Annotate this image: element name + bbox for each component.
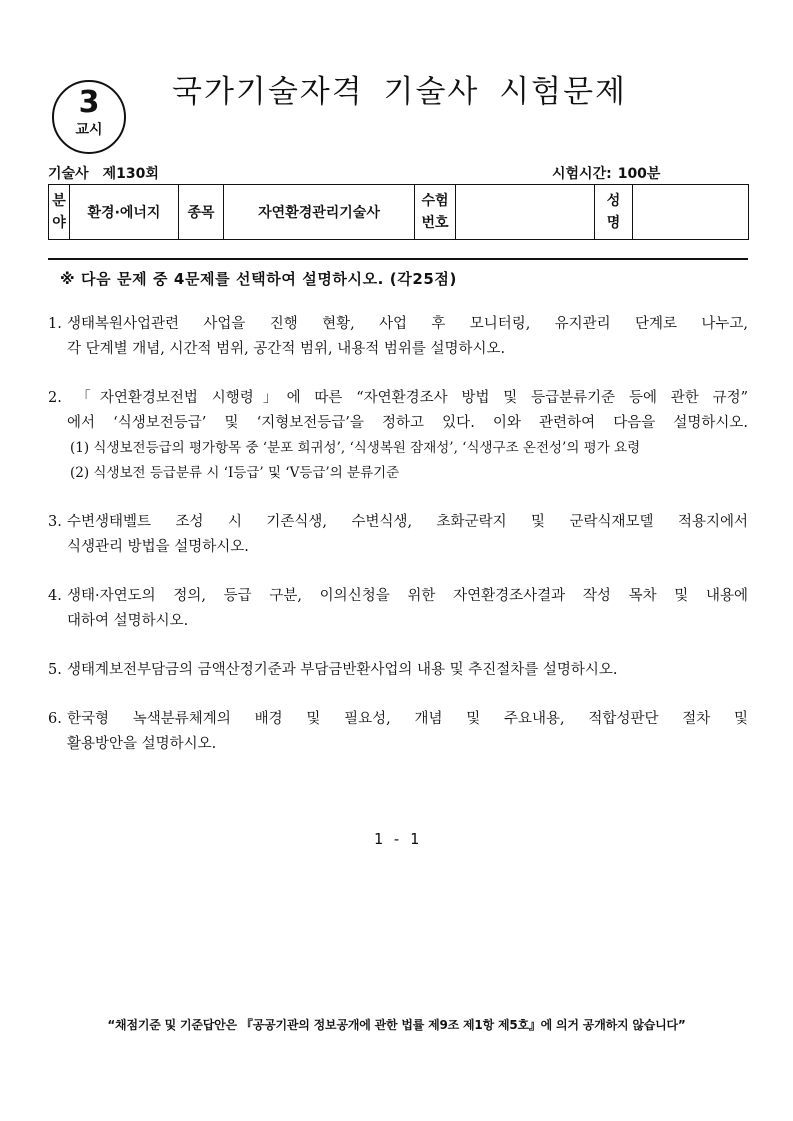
question-number: 5. bbox=[48, 662, 62, 678]
exam-grade-round bbox=[48, 163, 159, 183]
question-text: 생태·자연도의 정의, 등급 구분, 이의신청을 위한 자연환경조사결과 작성 목차 및 내용에 bbox=[67, 588, 748, 604]
exam-number-label: 수험 번호 bbox=[415, 185, 456, 240]
exam-number-field[interactable] bbox=[456, 185, 595, 240]
sub-question-1: (1) 식생보전등급의 평가항목 중 ‘분포 희귀성’, ‘식생복원 잠재성’, ‘식생구조 온전성’의 평가 요령 bbox=[70, 440, 641, 456]
question-number: 2. bbox=[48, 390, 62, 406]
question-text: 한국형 녹색분류체계의 배경 및 필요성, 개념 및 주요내용, 적합성판단 절차 및 bbox=[67, 711, 748, 727]
period-label: 교시 bbox=[75, 122, 103, 138]
category-value: 자연환경관리기술사 bbox=[224, 185, 415, 240]
exam-title: 국가기술자격 기술사 시험문제 bbox=[172, 74, 628, 110]
exam-time bbox=[552, 163, 660, 183]
question-3 bbox=[48, 510, 748, 560]
period-badge bbox=[52, 80, 126, 154]
question-list bbox=[48, 312, 748, 781]
question-1 bbox=[48, 312, 748, 362]
exam-round: 제130회 bbox=[102, 166, 159, 182]
name-label: 성 명 bbox=[595, 185, 633, 240]
question-text: 대하여 설명하시오. bbox=[67, 613, 189, 629]
question-number: 1. bbox=[48, 316, 62, 332]
exam-grade: 기술사 bbox=[48, 166, 89, 182]
question-4 bbox=[48, 584, 748, 634]
footer-note: “채점기준 및 기준답안은 『공공기관의 정보공개에 관한 법률 제9조 제1항 제5호』에 의거 공개하지 않습니다” bbox=[107, 1018, 686, 1032]
question-text: 식생관리 방법을 설명하시오. bbox=[67, 539, 249, 555]
question-text: 생태복원사업관련 사업을 진행 현황, 사업 후 모니터링, 유지관리 단계로 나누고, bbox=[67, 316, 748, 332]
exam-info-table bbox=[48, 184, 749, 240]
question-text: 각 단계별 개념, 시간적 범위, 공간적 범위, 내용적 범위를 설명하시오. bbox=[67, 341, 506, 357]
page-number: 1 - 1 bbox=[373, 830, 420, 848]
exam-time-label: 시험시간: bbox=[552, 166, 612, 182]
question-text: 수변생태벨트 조성 시 기존식생, 수변식생, 초화군락지 및 군락식재모델 적용지에서 bbox=[67, 514, 748, 530]
question-text: 에서 ‘식생보전등급’ 및 ‘지형보전등급’을 정하고 있다. 이와 관련하여 다음을 설명하시오. bbox=[67, 415, 748, 431]
question-number: 6. bbox=[48, 711, 62, 727]
category-label: 종목 bbox=[179, 185, 224, 240]
name-field[interactable] bbox=[633, 185, 749, 240]
question-text: 「자연환경보전법 시행령」에 따른 “자연환경조사 방법 및 등급분류기준 등에 관한 규정” bbox=[67, 390, 748, 406]
exam-time-value: 100분 bbox=[617, 166, 661, 182]
question-5 bbox=[48, 658, 748, 683]
instruction: ※ 다음 문제 중 4문제를 선택하여 설명하시오. (각25점) bbox=[60, 270, 457, 288]
divider bbox=[48, 258, 748, 260]
question-text: 생태계보전부담금의 금액산정기준과 부담금반환사업의 내용 및 추진절차를 설명하시오. bbox=[67, 662, 618, 678]
sub-question-2: (2) 식생보전 등급분류 시 ‘I등급’ 및 ‘V등급’의 분류기준 bbox=[70, 465, 400, 481]
question-6 bbox=[48, 707, 748, 757]
question-text: 활용방안을 설명하시오. bbox=[67, 736, 217, 752]
field-value: 환경·에너지 bbox=[70, 185, 179, 240]
period-number: 3 bbox=[78, 85, 100, 120]
question-number: 3. bbox=[48, 514, 62, 530]
question-number: 4. bbox=[48, 588, 62, 604]
field-label: 분 야 bbox=[49, 185, 70, 240]
question-2 bbox=[48, 386, 748, 486]
